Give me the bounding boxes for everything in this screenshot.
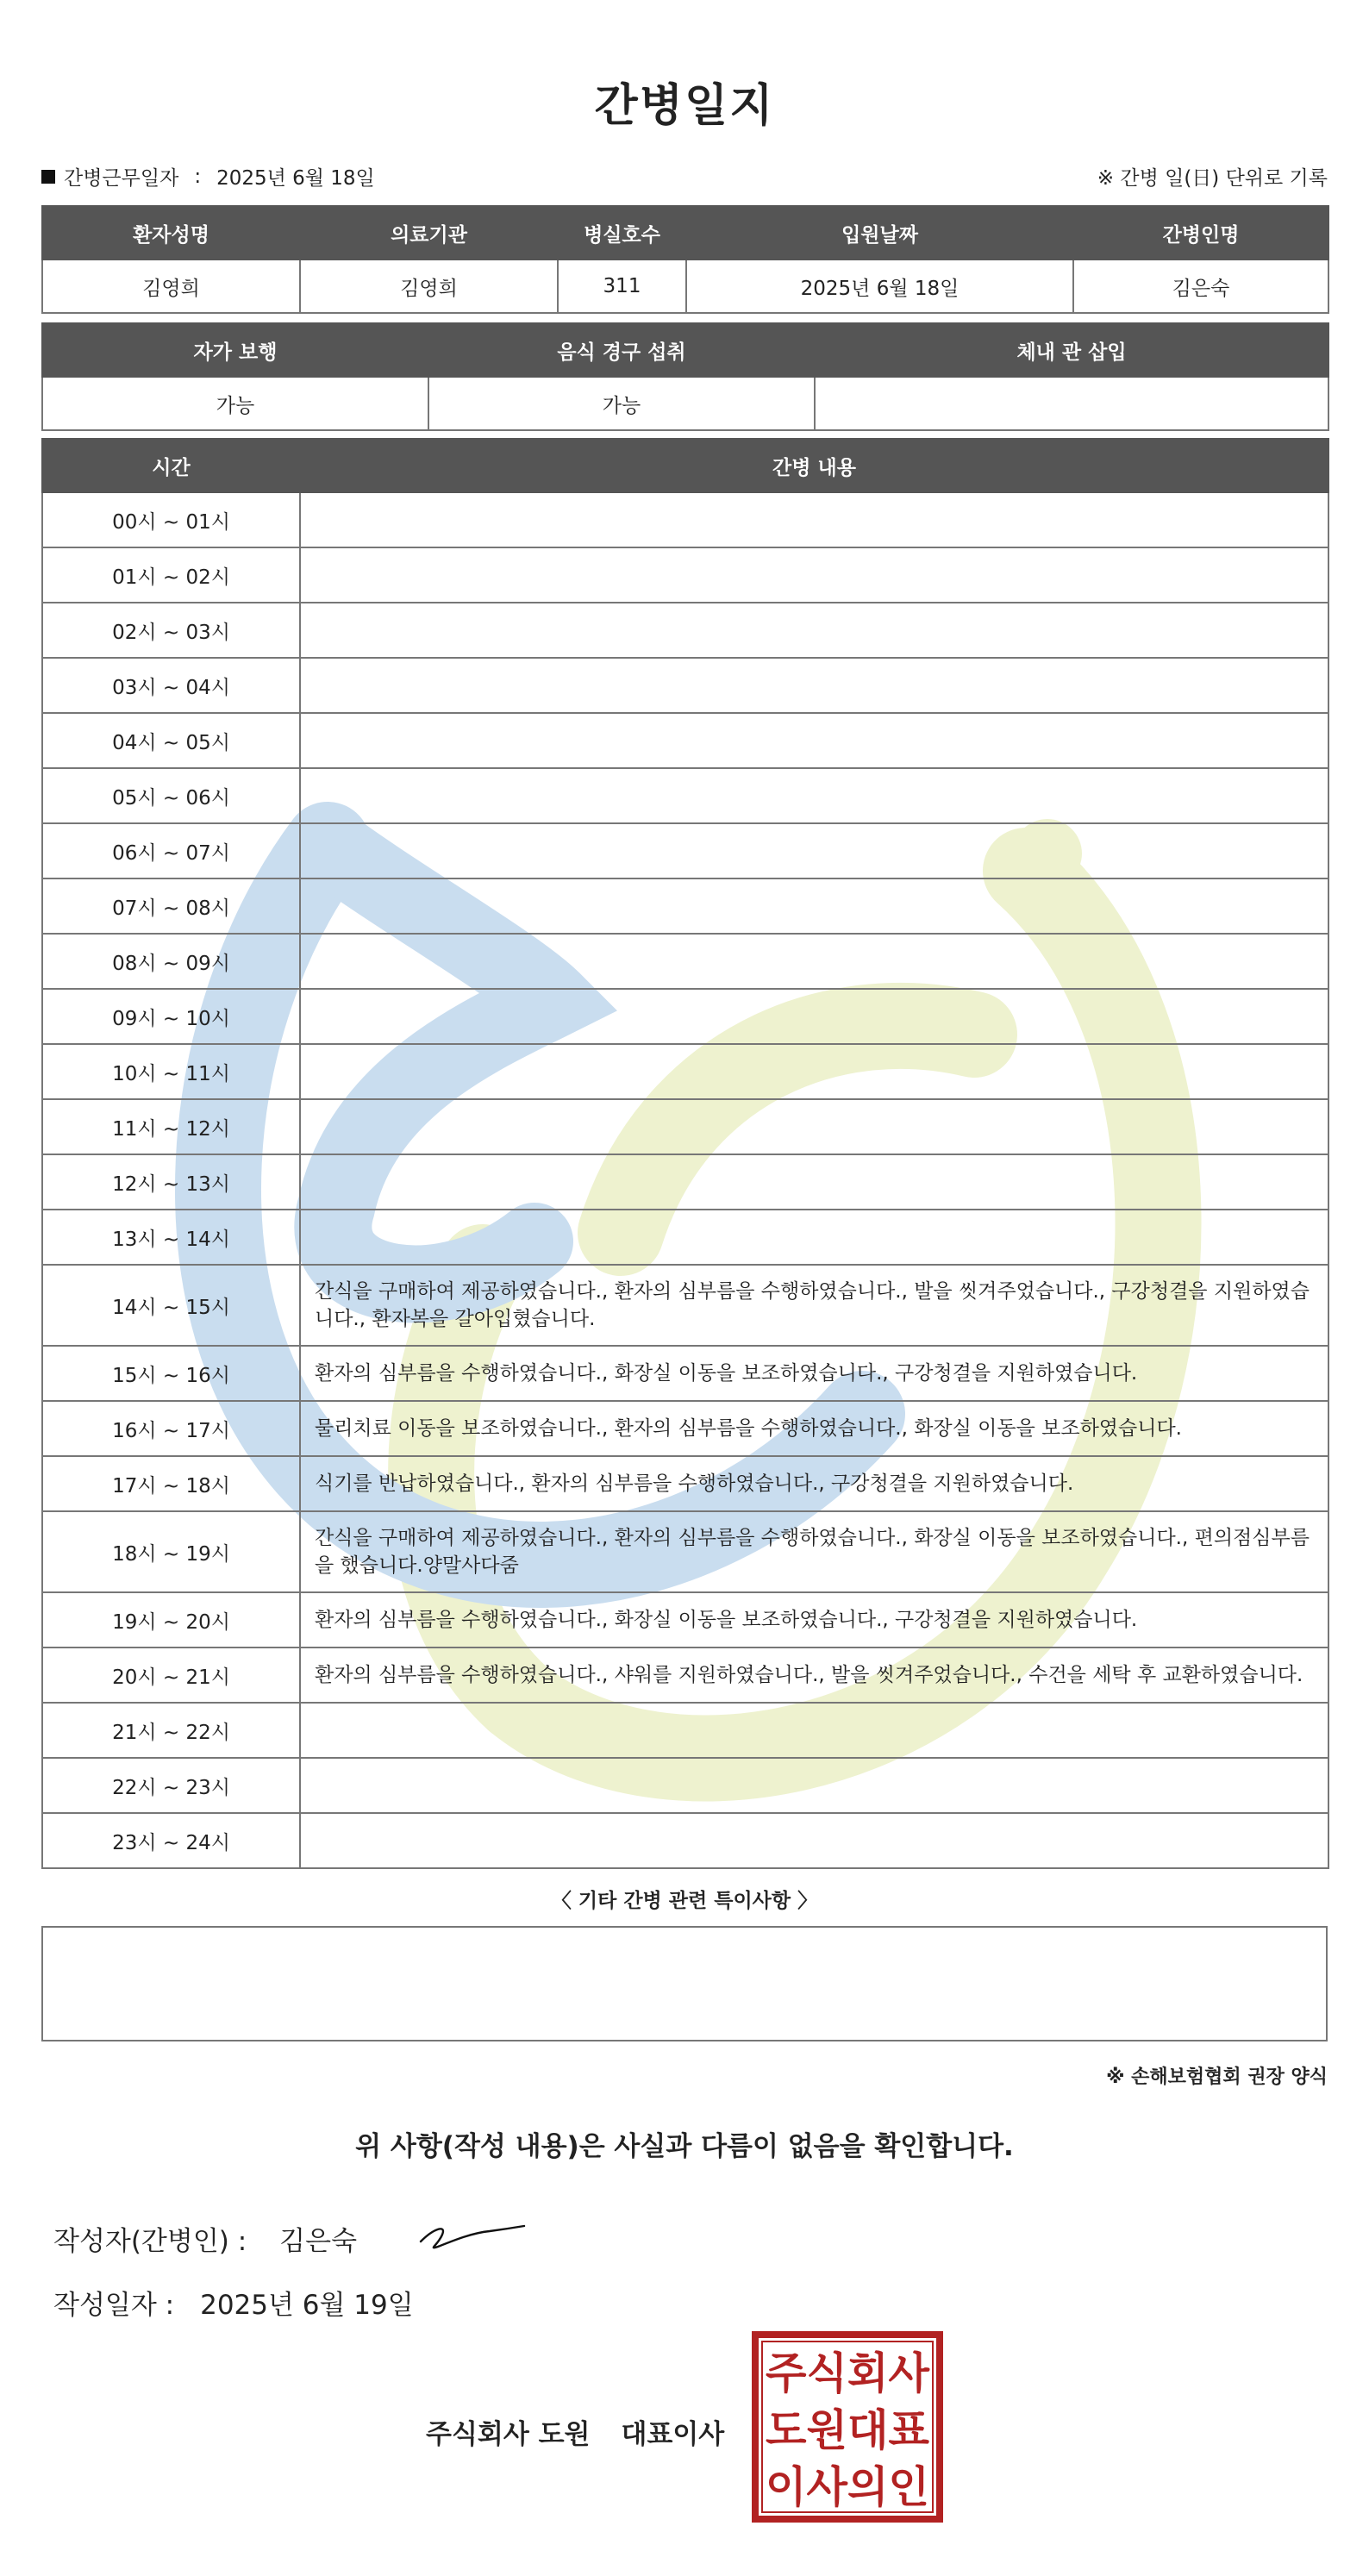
document-title: 간병일지 <box>594 80 775 132</box>
table-row <box>42 1401 1328 1456</box>
table-row <box>42 934 1328 989</box>
room-number-value: 311 <box>558 259 686 313</box>
table-row <box>42 1703 1328 1758</box>
table-row <box>42 1813 1328 1868</box>
header-tube-insertion: 체내 관 삽입 <box>815 323 1328 377</box>
table-row <box>42 1210 1328 1265</box>
care-content <box>300 492 1328 547</box>
time-slot: 10시 ~ 11시 <box>42 1044 300 1099</box>
time-slot: 12시 ~ 13시 <box>42 1154 300 1210</box>
care-content <box>300 1044 1328 1099</box>
writer-line <box>53 2219 357 2258</box>
time-slot: 23시 ~ 24시 <box>42 1813 300 1868</box>
time-slot: 04시 ~ 05시 <box>42 713 300 768</box>
time-slot: 11시 ~ 12시 <box>42 1099 300 1154</box>
header-time: 시간 <box>42 439 300 492</box>
company-ceo-title: 대표이사 <box>621 2419 725 2450</box>
work-date-line <box>41 162 375 191</box>
write-date-label: 작성일자 : <box>53 2290 175 2321</box>
care-content <box>300 1154 1328 1210</box>
table-row <box>42 1346 1328 1401</box>
seal-text-line: 주식회사 <box>766 2348 930 2398</box>
admission-date-value: 2025년 6월 18일 <box>686 259 1073 313</box>
time-slot: 05시 ~ 06시 <box>42 768 300 823</box>
time-slot: 06시 ~ 07시 <box>42 823 300 878</box>
table-row <box>42 603 1328 658</box>
time-slot: 21시 ~ 22시 <box>42 1703 300 1758</box>
care-content <box>300 989 1328 1044</box>
write-date-line <box>53 2283 414 2322</box>
table-row <box>42 547 1328 603</box>
table-row <box>42 823 1328 878</box>
care-content: 식기를 반납하였습니다., 환자의 심부름을 수행하였습니다., 구강청결을 지원하였습니다. <box>300 1456 1328 1511</box>
table-row <box>42 1456 1328 1511</box>
care-log-table <box>41 438 1329 1869</box>
header-caregiver-name: 간병인명 <box>1073 206 1328 259</box>
bullet-square-icon <box>41 170 55 184</box>
time-slot: 13시 ~ 14시 <box>42 1210 300 1265</box>
table-row <box>42 492 1328 547</box>
header-patient-name: 환자성명 <box>42 206 300 259</box>
care-content <box>300 878 1328 934</box>
time-slot: 15시 ~ 16시 <box>42 1346 300 1401</box>
table-row <box>42 713 1328 768</box>
time-slot: 07시 ~ 08시 <box>42 878 300 934</box>
care-content <box>300 768 1328 823</box>
table-row <box>42 1044 1328 1099</box>
care-content: 환자의 심부름을 수행하였습니다., 샤워를 지원하였습니다., 발을 씻겨주었습니다., 수건을 세탁 후 교환하였습니다. <box>300 1648 1328 1703</box>
care-content <box>300 603 1328 658</box>
care-content <box>300 547 1328 603</box>
time-slot: 18시 ~ 19시 <box>42 1511 300 1592</box>
oral-intake-value: 가능 <box>428 377 815 430</box>
time-slot: 01시 ~ 02시 <box>42 547 300 603</box>
care-content <box>300 1758 1328 1813</box>
table-row <box>42 1758 1328 1813</box>
header-self-walking: 자가 보행 <box>42 323 428 377</box>
company-line <box>426 2412 724 2451</box>
time-slot: 02시 ~ 03시 <box>42 603 300 658</box>
recommend-form-note: ※ 손해보험협회 권장 양식 <box>1106 2066 1328 2088</box>
write-date-value: 2025년 6월 19일 <box>200 2290 414 2321</box>
care-content <box>300 1813 1328 1868</box>
work-date-value: 2025년 6월 18일 <box>216 167 375 190</box>
care-content: 물리치료 이동을 보조하였습니다., 환자의 심부름을 수행하였습니다., 화장실 이동을 보조하였습니다. <box>300 1401 1328 1456</box>
time-slot: 22시 ~ 23시 <box>42 1758 300 1813</box>
time-slot: 00시 ~ 01시 <box>42 492 300 547</box>
care-content: 간식을 구매하여 제공하였습니다., 환자의 심부름을 수행하였습니다., 발을 씻겨주었습니다., 구강청결을 지원하였습니다., 환자복을 갈아입혔습니다. <box>300 1265 1328 1346</box>
care-content: 환자의 심부름을 수행하였습니다., 화장실 이동을 보조하였습니다., 구강청결을 지원하였습니다. <box>300 1592 1328 1648</box>
patient-name-value: 김영희 <box>42 259 300 313</box>
seal-text-line: 도원대표 <box>766 2405 930 2455</box>
care-content <box>300 1099 1328 1154</box>
confirmation-statement: 위 사항(작성 내용)은 사실과 다름이 없음을 확인합니다. <box>355 2131 1014 2162</box>
self-walking-value: 가능 <box>42 377 428 430</box>
care-content <box>300 823 1328 878</box>
care-content: 환자의 심부름을 수행하였습니다., 화장실 이동을 보조하였습니다., 구강청결을 지원하였습니다. <box>300 1346 1328 1401</box>
table-row <box>42 1648 1328 1703</box>
daily-record-note: ※ 간병 일(日) 단위로 기록 <box>1097 167 1328 190</box>
header-admission-date: 입원날짜 <box>686 206 1073 259</box>
table-row <box>42 658 1328 713</box>
time-slot: 17시 ~ 18시 <box>42 1456 300 1511</box>
time-slot: 08시 ~ 09시 <box>42 934 300 989</box>
writer-name: 김은숙 <box>279 2226 358 2257</box>
tube-insertion-value <box>815 377 1328 430</box>
time-slot: 16시 ~ 17시 <box>42 1401 300 1456</box>
patient-info-table <box>41 205 1329 314</box>
special-notes-title: 〈 기타 간병 관련 특이사항 〉 <box>551 1890 818 1912</box>
table-row <box>42 878 1328 934</box>
patient-status-table <box>41 322 1329 431</box>
care-content <box>300 658 1328 713</box>
time-slot: 19시 ~ 20시 <box>42 1592 300 1648</box>
care-content <box>300 934 1328 989</box>
table-row <box>42 989 1328 1044</box>
work-date-colon: : <box>194 165 202 188</box>
special-notes-box <box>41 1926 1328 2041</box>
time-slot: 14시 ~ 15시 <box>42 1265 300 1346</box>
caregiver-name-value: 김은숙 <box>1073 259 1328 313</box>
table-row <box>42 1265 1328 1346</box>
care-content <box>300 713 1328 768</box>
work-date-label: 간병근무일자 <box>64 167 179 190</box>
care-content: 간식을 구매하여 제공하였습니다., 환자의 심부름을 수행하였습니다., 화장실 이동을 보조하였습니다., 편의점심부름을 했습니다.양말사다줌 <box>300 1511 1328 1592</box>
company-name: 주식회사 도원 <box>426 2419 591 2450</box>
table-row <box>42 1592 1328 1648</box>
handwritten-signature <box>412 2207 533 2259</box>
care-content <box>300 1703 1328 1758</box>
time-slot: 09시 ~ 10시 <box>42 989 300 1044</box>
table-row <box>42 1154 1328 1210</box>
seal-text-line: 이사의인 <box>766 2462 929 2512</box>
company-seal-stamp <box>752 2331 943 2523</box>
time-slot: 03시 ~ 04시 <box>42 658 300 713</box>
care-content <box>300 1210 1328 1265</box>
header-hospital: 의료기관 <box>300 206 558 259</box>
table-row <box>42 1511 1328 1592</box>
table-row <box>42 768 1328 823</box>
hospital-value: 김영희 <box>300 259 558 313</box>
table-row <box>42 1099 1328 1154</box>
header-care-content: 간병 내용 <box>300 439 1328 492</box>
header-room-number: 병실호수 <box>558 206 686 259</box>
writer-label: 작성자(간병인) : <box>53 2226 247 2257</box>
header-oral-intake: 음식 경구 섭취 <box>428 323 815 377</box>
time-slot: 20시 ~ 21시 <box>42 1648 300 1703</box>
